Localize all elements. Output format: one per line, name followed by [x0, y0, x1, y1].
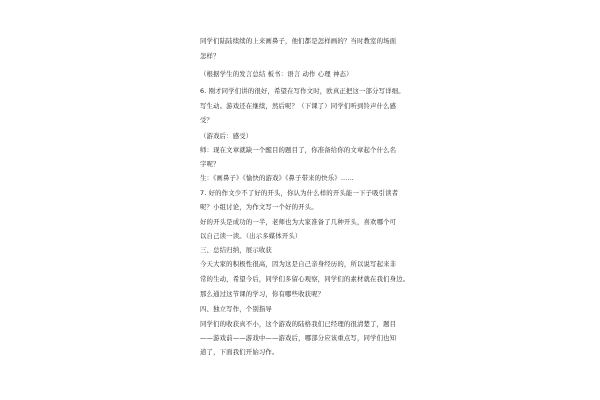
text-line: 道了，下面我们开始习作。 — [200, 348, 279, 356]
text-line: 今天大家的积极性很高，因为这是自己亲身经历的，所以说写起来非 — [200, 260, 397, 268]
text-line: 生：《画鼻子》《愉快的游戏》《鼻子带来的快乐》…… — [200, 174, 354, 182]
text-line: ——游戏前——游戏中——游戏后，哪部分应该重点写，同学们也知 — [200, 334, 397, 342]
text-line: （根据学生的发言总结 板书：语言 动作 心理 神态） — [200, 70, 353, 78]
text-line: 同学们的收获真不小，这个游戏的陆格我们已经理的很清楚了，题目 — [200, 320, 397, 328]
text-line: 6. 刚才同学们讲的很好，希望在写作文时，欧真正把这一部分写详细。 — [200, 87, 405, 95]
text-line: 受？ — [200, 116, 214, 124]
text-line: 以自己读一读。（出示多媒体开头） — [200, 232, 302, 240]
text-line: 那么通过这节课的学习，你有哪些收获呢？ — [200, 290, 325, 298]
text-line: 字呢？ — [200, 160, 220, 168]
section-heading: 四、独立写作，个别指导 — [200, 305, 272, 313]
section-heading: 三、总结归纳，展示收获 — [200, 246, 272, 254]
text-line: 写生动。游戏还在继续，然后呢？（下课了）同学们听到铃声什么感 — [200, 102, 397, 110]
text-line: 同学们陆陆续续的上来画鼻子，他们都是怎样画的？当时教室的场面 — [200, 37, 397, 45]
text-line: 呢？小组讨论，为作文写一个好的开头。 — [200, 203, 318, 211]
text-line: 好的开头是成功的一半，老师也为大家准备了几种开头，喜欢哪个可 — [200, 218, 397, 226]
text-line: 怎样？ — [200, 52, 220, 60]
text-line: （游戏后：感受） — [200, 132, 253, 140]
text-line: 师：现在文章就缺一个醒目的题目了，你准备给你的文章起个什么名 — [200, 146, 397, 154]
text-line: 常的生动，希望今后，同学们多留心观察，同学们的素材就在我们身边。 — [200, 275, 410, 283]
text-line: 7. 好的作文少不了好的开头，你认为什么样的开头能一下子吸引读者 — [200, 189, 399, 197]
